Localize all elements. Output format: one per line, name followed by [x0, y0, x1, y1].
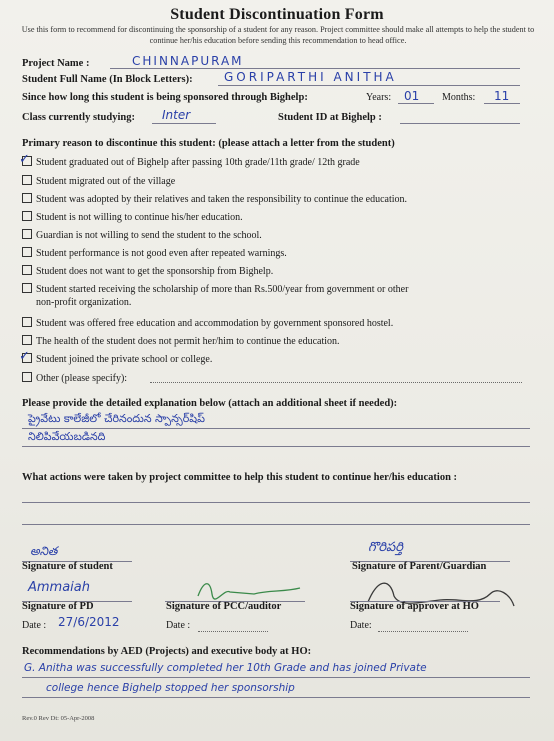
reason-adopted[interactable]: [22, 193, 407, 205]
reason-label: The health of the student does not permit her/him to continue the education.: [36, 336, 340, 347]
student-signature-label: Signature of student: [22, 561, 113, 572]
years-value[interactable]: 01: [404, 89, 420, 103]
other-specify-line[interactable]: [150, 382, 522, 383]
checkbox[interactable]: [22, 335, 32, 345]
student-id-label: Student ID at Bighelp :: [278, 112, 382, 123]
reason-label: Student started receiving the scholarship of more than Rs.500/year from government or other: [36, 284, 409, 295]
project-name-value[interactable]: CHINNAPURAM: [132, 54, 244, 68]
reason-graduated[interactable]: [22, 156, 360, 168]
reason-migrated[interactable]: [22, 175, 175, 187]
recommendation-text-line-1[interactable]: G. Anitha was successfully completed her 10th Grade and has joined Private: [24, 662, 427, 674]
reason-label: Other (please specify):: [36, 373, 128, 384]
pd-signature-label: Signature of PD: [22, 601, 94, 612]
reason-health[interactable]: [22, 335, 340, 347]
reason-private-school[interactable]: [22, 353, 212, 365]
pcc-signature-scribble: [194, 576, 304, 602]
recommendations-heading: Recommendations by AED (Projects) and executive body at HO:: [22, 646, 312, 657]
pcc-signature-label: Signature of PCC/auditor: [166, 601, 282, 612]
project-name-label: Project Name :: [22, 58, 90, 69]
checkbox[interactable]: [22, 229, 32, 239]
check-mark-icon: ✓: [19, 349, 30, 364]
explanation-text-line-1[interactable]: ప్రైవేటు కాలేజీలో చేరినందున స్పాన్సర్‌షిప్: [28, 412, 205, 425]
revision-footer: Rev.0 Rev Dt: 05-Apr-2008: [22, 715, 95, 722]
reason-performance[interactable]: [22, 247, 287, 259]
project-name-underline: [110, 68, 520, 69]
pcc-date-label: Date :: [166, 620, 191, 631]
student-name-label: Student Full Name (In Block Letters):: [22, 74, 193, 85]
reason-no-sponsorship[interactable]: [22, 265, 273, 277]
approver-date-line[interactable]: [378, 631, 468, 632]
reason-label: Student was adopted by their relatives and taken the responsibility to continue the education.: [36, 194, 408, 205]
recommendation-line-1: [22, 677, 530, 678]
actions-line-1[interactable]: [22, 502, 530, 503]
months-label: Months:: [442, 92, 476, 103]
checkbox[interactable]: [22, 317, 32, 327]
reason-hostel[interactable]: [22, 317, 393, 329]
reason-label: Student is not willing to continue his/her education.: [36, 212, 243, 223]
class-value[interactable]: Inter: [162, 108, 191, 122]
checkbox[interactable]: [22, 193, 32, 203]
reason-guardian[interactable]: [22, 229, 262, 241]
form-title: Student Discontinuation Form: [170, 6, 384, 23]
reason-label: Guardian is not willing to send the student to the school.: [36, 230, 262, 241]
checkbox[interactable]: [22, 211, 32, 221]
actions-heading: What actions were taken by project committee to help this student to continue her/his education :: [22, 472, 458, 483]
years-label: Years:: [366, 92, 392, 103]
checkbox[interactable]: [22, 372, 32, 382]
reason-label: Student migrated out of the village: [36, 176, 176, 187]
recommendation-line-2: [22, 697, 530, 698]
student-signature: అనిత: [30, 544, 58, 558]
reason-label: Student does not want to get the sponsorship from Bighelp.: [36, 266, 274, 277]
checkbox[interactable]: [22, 175, 32, 185]
actions-line-2[interactable]: [22, 524, 530, 525]
class-underline: [152, 123, 216, 124]
recommendation-text-line-2[interactable]: college hence Bighelp stopped her sponsorship: [46, 682, 295, 694]
years-underline: [398, 103, 434, 104]
checkbox[interactable]: [22, 247, 32, 257]
explanation-line-2: [22, 446, 530, 447]
parent-signature-label: Signature of Parent/Guardian: [352, 561, 487, 572]
check-mark-icon: ✓: [19, 152, 30, 167]
explanation-line-1: [22, 428, 530, 429]
pd-signature: Ammaiah: [28, 580, 91, 595]
pcc-date-line[interactable]: [198, 631, 268, 632]
form-instructions: Use this form to recommend for discontinuing the sponsorship of a student for any reason. Project committee should make all attempts to help the student to continue her/his education before sending this recommendation to head office.: [21, 25, 535, 45]
reason-other[interactable]: [22, 372, 127, 384]
reason-label: Student was offered free education and accommodation by government sponsored hostel.: [36, 318, 394, 329]
reason-label: Student performance is not good even after repeated warnings.: [36, 248, 287, 259]
months-underline: [484, 103, 520, 104]
reason-label: Student graduated out of Bighelp after passing 10th grade/11th grade/ 12th grade: [36, 157, 360, 168]
checkbox[interactable]: [22, 283, 32, 293]
reason-scholarship-continuation: non-profit organization.: [36, 297, 132, 308]
checkbox[interactable]: [22, 265, 32, 275]
student-name-value[interactable]: GORIPARTHI ANITHA: [224, 70, 397, 84]
pd-date-label: Date :: [22, 620, 47, 631]
reason-not-willing[interactable]: [22, 211, 243, 223]
approver-signature-label: Signature of approver at HO: [350, 601, 479, 612]
sponsored-duration-label: Since how long this student is being sponsored through Bighelp:: [22, 92, 308, 103]
student-name-underline: [218, 85, 520, 86]
reasons-heading: Primary reason to discontinue this student: (please attach a letter from the student): [22, 138, 395, 149]
pd-date-value[interactable]: 27/6/2012: [58, 615, 120, 629]
explanation-text-line-2[interactable]: నిలిపివేయబడినది: [28, 430, 106, 443]
parent-signature: గొరిపర్తి: [368, 540, 404, 555]
class-label: Class currently studying:: [22, 112, 135, 123]
months-value[interactable]: 11: [494, 89, 510, 103]
approver-date-label: Date:: [350, 620, 372, 631]
student-id-underline[interactable]: [400, 123, 520, 124]
explanation-heading: Please provide the detailed explanation below (attach an additional sheet if needed):: [22, 398, 398, 409]
reason-scholarship[interactable]: [22, 283, 408, 295]
reason-label: Student joined the private school or college.: [36, 354, 213, 365]
